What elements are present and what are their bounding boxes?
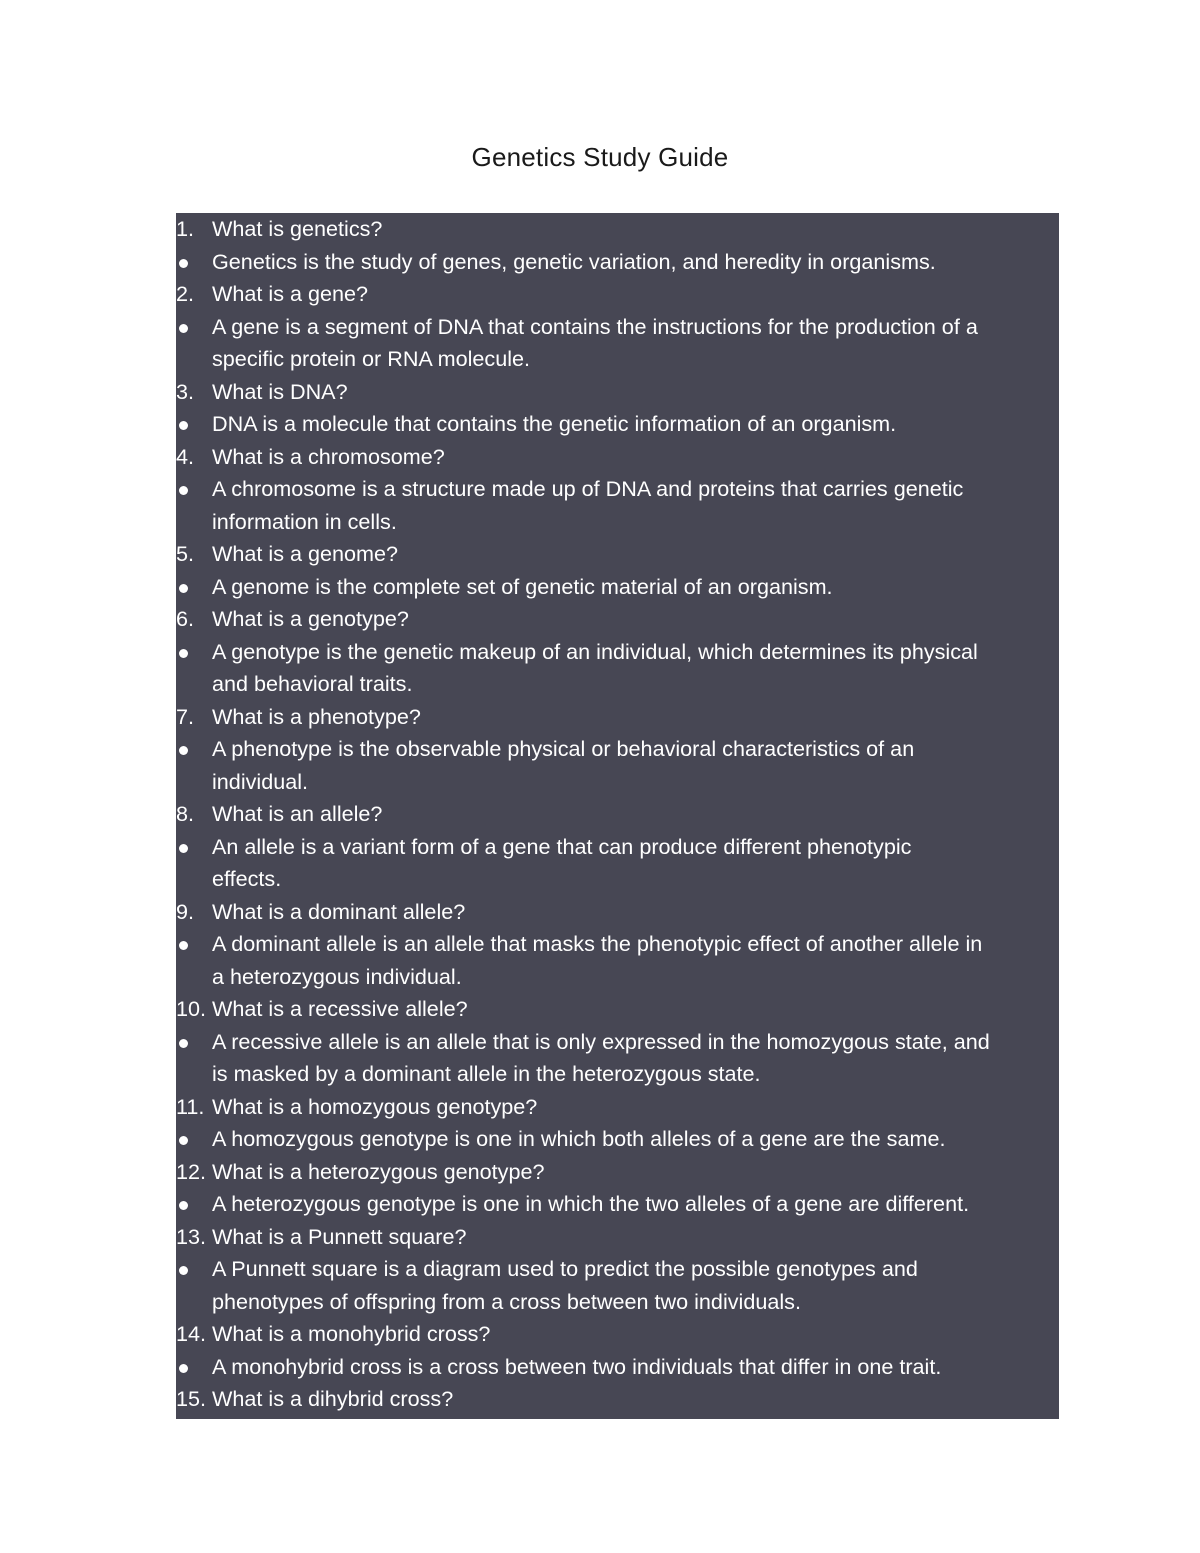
answer-text: A monohybrid cross is a cross between two individuals that differ in one trait. [212, 1353, 942, 1379]
bullet-icon [179, 1364, 188, 1373]
question-text: What is a homozygous genotype? [212, 1093, 538, 1119]
question-number: 9. [176, 898, 195, 924]
answer-item [176, 1351, 1059, 1384]
question-text: What is a genotype? [212, 606, 409, 631]
answer-text: is masked by a dominant allele in the heterozygous state. [212, 1061, 761, 1086]
question-text: What is a dominant allele? [212, 898, 466, 924]
question-text: What is genetics? [212, 216, 383, 241]
bullet-icon [179, 746, 188, 755]
question-item [176, 701, 1059, 734]
question-answer-list [176, 213, 1059, 1416]
bullet-icon [179, 1039, 188, 1048]
answer-item [176, 1123, 1059, 1156]
answer-text: A recessive allele is an allele that is only expressed in the homozygous state, and [212, 1028, 990, 1054]
bullet-icon [179, 486, 188, 495]
answer-item [176, 311, 1059, 344]
answer-continuation [176, 343, 1059, 376]
question-item [176, 1221, 1059, 1254]
question-item [176, 1156, 1059, 1189]
question-item [176, 1091, 1059, 1124]
question-number: 8. [176, 801, 195, 826]
answer-text: An allele is a variant form of a gene that can produce different phenotypic [212, 833, 912, 859]
question-number: 14. [176, 1321, 207, 1346]
answer-item [176, 1026, 1059, 1059]
question-number: 7. [176, 703, 195, 729]
question-text: What is DNA? [212, 378, 348, 404]
question-item [176, 1318, 1059, 1351]
question-text: What is a monohybrid cross? [212, 1321, 491, 1346]
answer-text: information in cells. [212, 508, 397, 534]
answer-text: Genetics is the study of genes, genetic variation, and heredity in organisms. [212, 248, 936, 274]
page-title: Genetics Study Guide [471, 142, 729, 172]
question-item [176, 896, 1059, 929]
answer-item [176, 473, 1059, 506]
answer-text: effects. [212, 866, 282, 891]
answer-item [176, 408, 1059, 441]
answer-item [176, 1188, 1059, 1221]
question-text: What is a recessive allele? [212, 996, 468, 1021]
question-item [176, 213, 1059, 246]
study-guide-content [176, 213, 1059, 1419]
bullet-icon [179, 324, 188, 333]
answer-text: A genome is the complete set of genetic material of an organism. [212, 573, 833, 599]
answer-item [176, 246, 1059, 279]
bullet-icon [179, 1136, 188, 1145]
answer-text: phenotypes of offspring from a cross between two individuals. [212, 1288, 801, 1314]
answer-text: A phenotype is the observable physical or behavioral characteristics of an [212, 736, 915, 761]
answer-continuation [176, 1286, 1059, 1319]
question-text: What is a genome? [212, 541, 399, 566]
answer-item [176, 733, 1059, 766]
answer-text: A gene is a segment of DNA that contains the instructions for the production of a [212, 313, 978, 339]
question-number: 3. [176, 378, 195, 404]
question-text: What is a Punnett square? [212, 1223, 467, 1249]
answer-continuation [176, 668, 1059, 701]
question-text: What is a chromosome? [212, 443, 445, 469]
answer-continuation [176, 766, 1059, 799]
answer-text: a heterozygous individual. [212, 963, 462, 989]
question-item [176, 798, 1059, 831]
question-number: 11. [176, 1093, 205, 1119]
question-text: What is a dihybrid cross? [212, 1386, 454, 1411]
answer-item [176, 1253, 1059, 1286]
answer-text: A homozygous genotype is one in which both alleles of a gene are the same. [212, 1126, 946, 1151]
bullet-icon [179, 1266, 188, 1275]
question-text: What is a gene? [212, 281, 369, 306]
question-number: 6. [176, 606, 195, 631]
bullet-icon [179, 844, 188, 853]
bullet-icon [179, 941, 188, 950]
question-number: 10. [176, 996, 207, 1021]
question-item [176, 278, 1059, 311]
question-text: What is an allele? [212, 801, 383, 826]
question-item [176, 538, 1059, 571]
answer-continuation [176, 506, 1059, 539]
bullet-icon [179, 421, 188, 430]
question-item [176, 1383, 1059, 1416]
question-number: 13. [176, 1223, 207, 1249]
answer-text: A chromosome is a structure made up of DNA and proteins that carries genetic [212, 476, 964, 501]
question-item [176, 603, 1059, 636]
question-number: 2. [176, 281, 195, 306]
answer-item [176, 636, 1059, 669]
answer-text: A Punnett square is a diagram used to predict the possible genotypes and [212, 1256, 918, 1281]
question-item [176, 993, 1059, 1026]
bullet-icon [179, 259, 188, 268]
answer-text: DNA is a molecule that contains the genetic information of an organism. [212, 411, 897, 436]
question-number: 15. [176, 1386, 207, 1411]
question-number: 12. [176, 1158, 207, 1184]
question-number: 1. [176, 216, 195, 241]
answer-continuation [176, 863, 1059, 896]
question-number: 4. [176, 443, 195, 469]
bullet-icon [179, 649, 188, 658]
bullet-icon [179, 584, 188, 593]
answer-continuation [176, 961, 1059, 994]
answer-item [176, 831, 1059, 864]
question-item [176, 441, 1059, 474]
answer-item [176, 571, 1059, 604]
answer-text: individual. [212, 768, 309, 794]
question-text: What is a heterozygous genotype? [212, 1158, 545, 1184]
answer-text: specific protein or RNA molecule. [212, 346, 531, 371]
question-number: 5. [176, 541, 195, 566]
answer-text: and behavioral traits. [212, 671, 413, 696]
answer-text: A heterozygous genotype is one in which the two alleles of a gene are different. [212, 1191, 970, 1216]
answer-continuation [176, 1058, 1059, 1091]
answer-item [176, 928, 1059, 961]
answer-text: A genotype is the genetic makeup of an individual, which determines its physical [212, 638, 978, 664]
answer-text: A dominant allele is an allele that masks the phenotypic effect of another allele in [212, 931, 983, 956]
question-text: What is a phenotype? [212, 703, 421, 729]
question-item [176, 376, 1059, 409]
bullet-icon [179, 1201, 188, 1210]
